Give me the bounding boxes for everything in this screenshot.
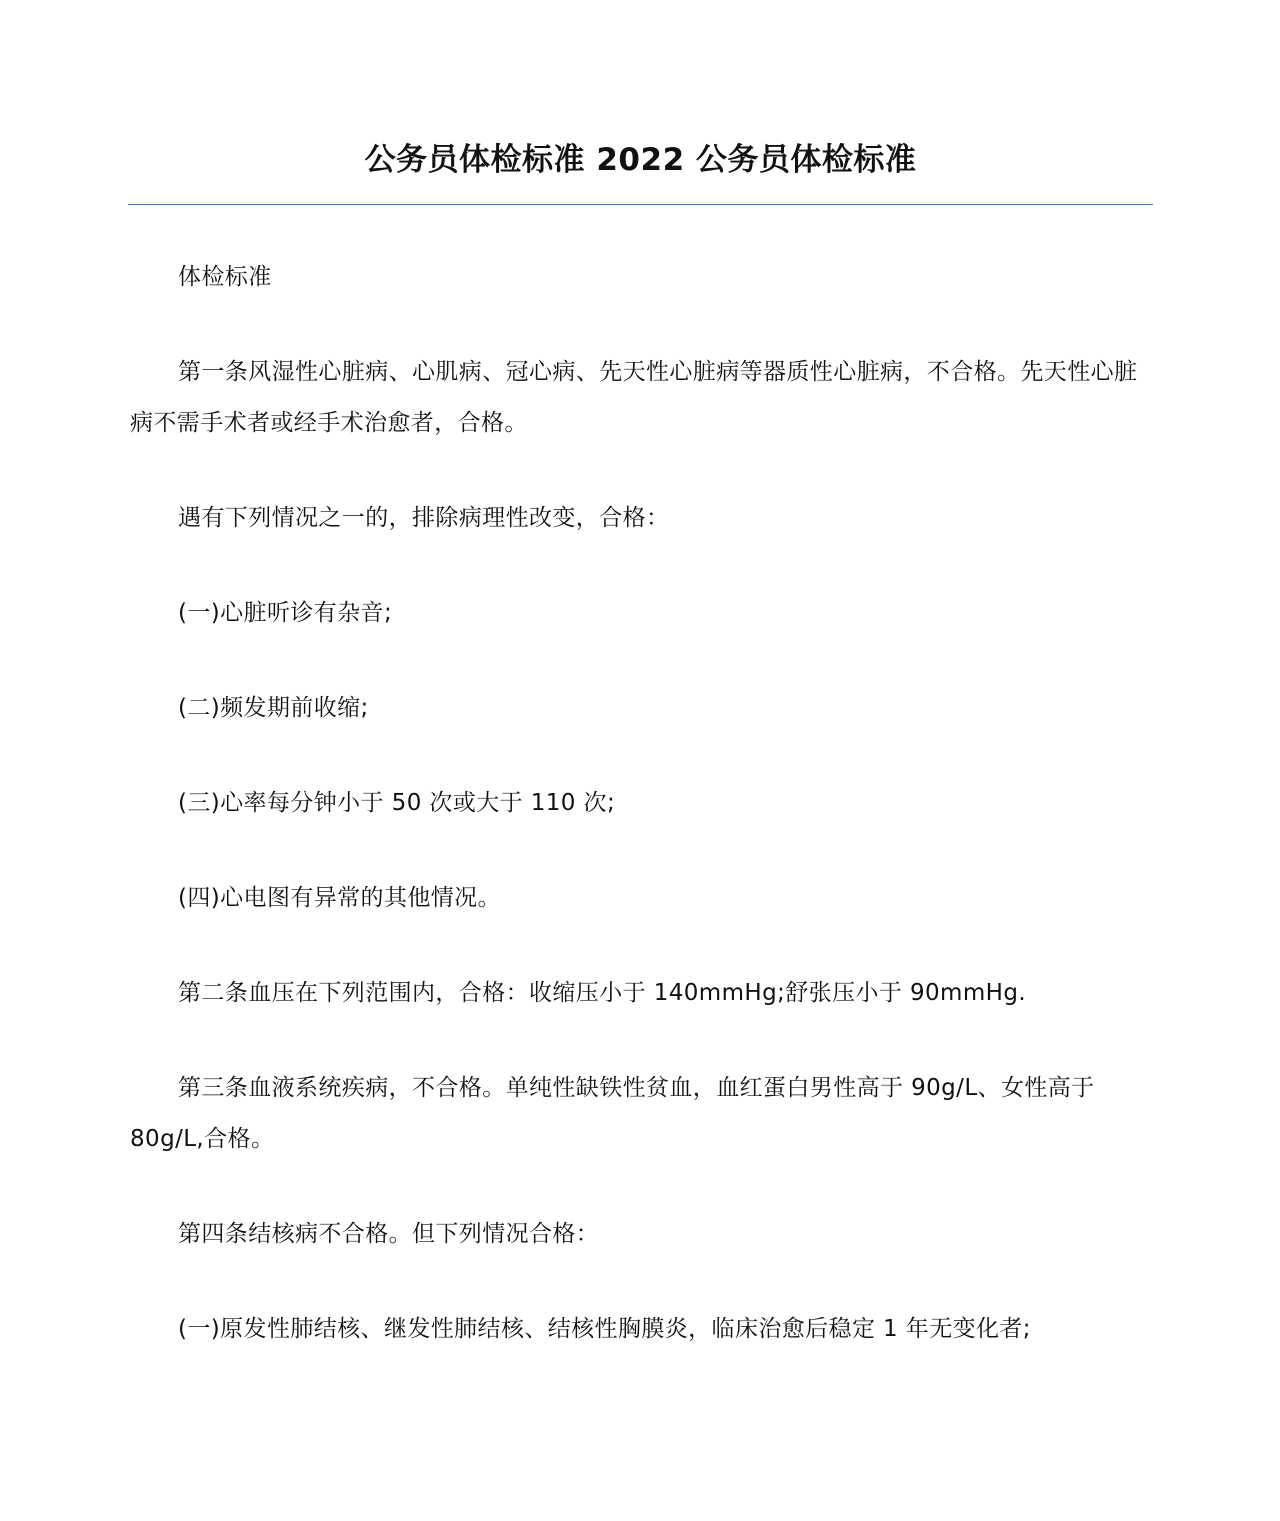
paragraph-section-heading: 体检标准 bbox=[178, 264, 272, 290]
paragraph-article-3: 第三条血液系统疾病，不合格。单纯性缺铁性贫血，血红蛋白男性高于 90g/L、女性高于 80g/L,合格。 bbox=[130, 1075, 1095, 1152]
paragraph-condition-4: (四)心电图有异常的其他情况。 bbox=[178, 885, 501, 911]
paragraph-condition-2: (二)频发期前收缩; bbox=[178, 695, 369, 721]
paragraph-conditions-intro: 遇有下列情况之一的，排除病理性改变，合格： bbox=[178, 505, 670, 531]
paragraph-condition-3: (三)心率每分钟小于 50 次或大于 110 次; bbox=[178, 790, 616, 816]
document-body bbox=[130, 252, 1153, 1399]
title-divider bbox=[128, 204, 1153, 205]
paragraph-article-1: 第一条风湿性心脏病、心肌病、冠心病、先天性心脏病等器质性心脏病，不合格。先天性心脏病不需手术者或经手术治愈者，合格。 bbox=[130, 359, 1138, 436]
paragraph-article-2: 第二条血压在下列范围内，合格：收缩压小于 140mmHg;舒张压小于 90mmHg. bbox=[178, 980, 1027, 1006]
paragraph-article-4-item-1: (一)原发性肺结核、继发性肺结核、结核性胸膜炎，临床治愈后稳定 1 年无变化者; bbox=[178, 1316, 1031, 1342]
page-title: 公务员体检标准 2022 公务员体检标准 bbox=[364, 142, 917, 178]
paragraph-condition-1: (一)心脏听诊有杂音; bbox=[178, 600, 393, 626]
paragraph-article-4: 第四条结核病不合格。但下列情况合格： bbox=[178, 1221, 600, 1247]
